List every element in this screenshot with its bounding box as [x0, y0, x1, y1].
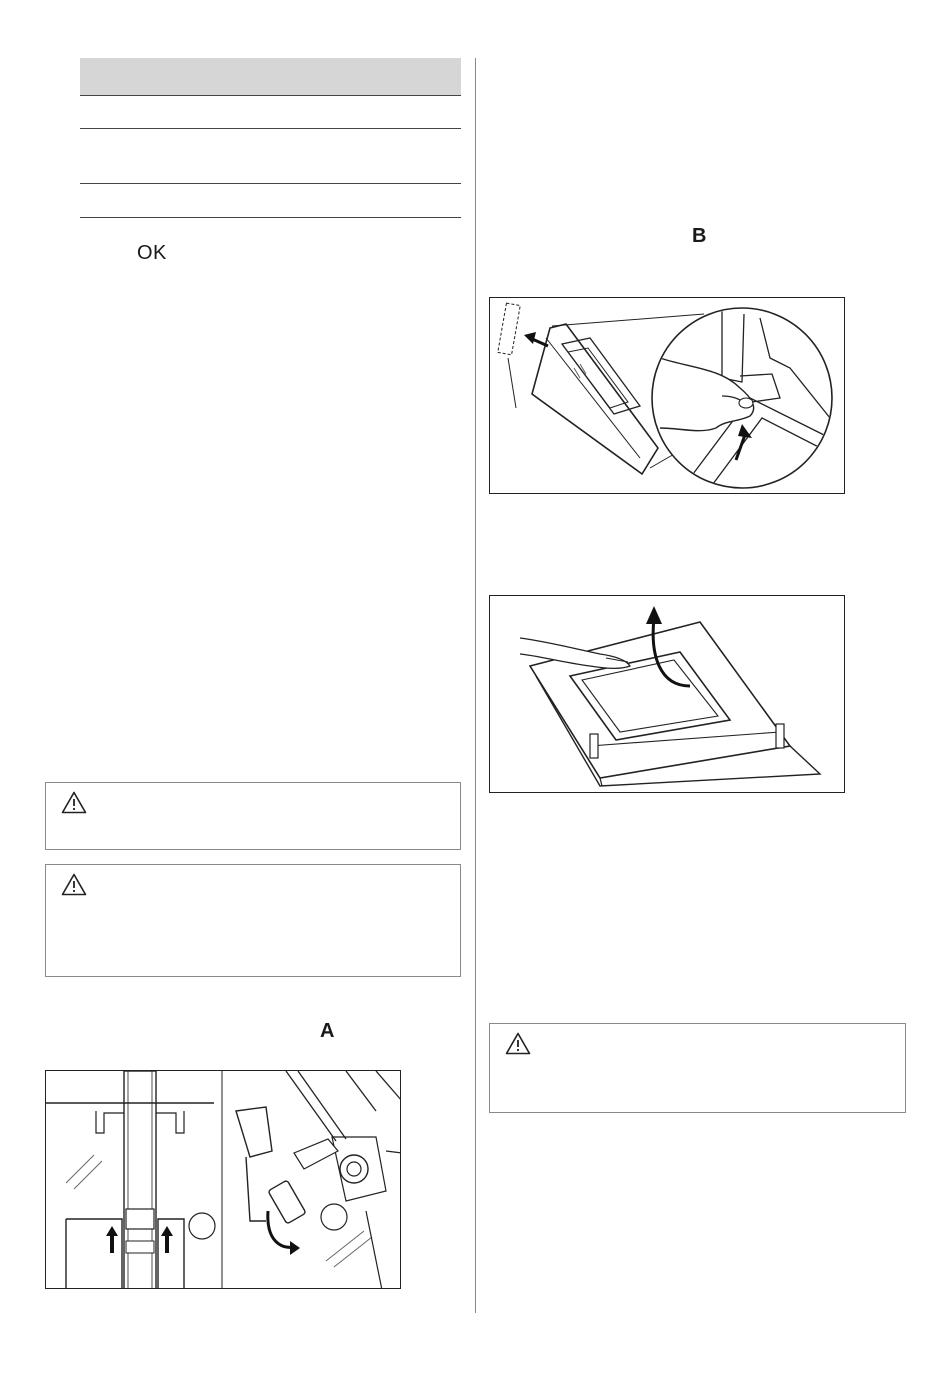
figure-b-illustration	[489, 297, 845, 494]
warning-triangle-icon	[61, 791, 87, 814]
figure-label-a: A	[320, 1020, 335, 1042]
table-header-row	[80, 58, 461, 96]
figure-a-illustration	[45, 1070, 401, 1289]
door-glass-illustration	[489, 595, 845, 793]
warning-box	[489, 1023, 906, 1113]
warning-triangle-icon	[505, 1032, 531, 1055]
table-row-divider	[80, 217, 461, 218]
table-row-divider	[80, 183, 461, 184]
warning-box	[45, 864, 461, 977]
warning-box	[45, 782, 461, 850]
column-divider	[475, 58, 476, 1313]
table-row-divider	[80, 128, 461, 129]
warning-triangle-icon	[61, 873, 87, 896]
figure-label-b: B	[692, 225, 707, 247]
ok-key-label: OK	[137, 242, 167, 264]
